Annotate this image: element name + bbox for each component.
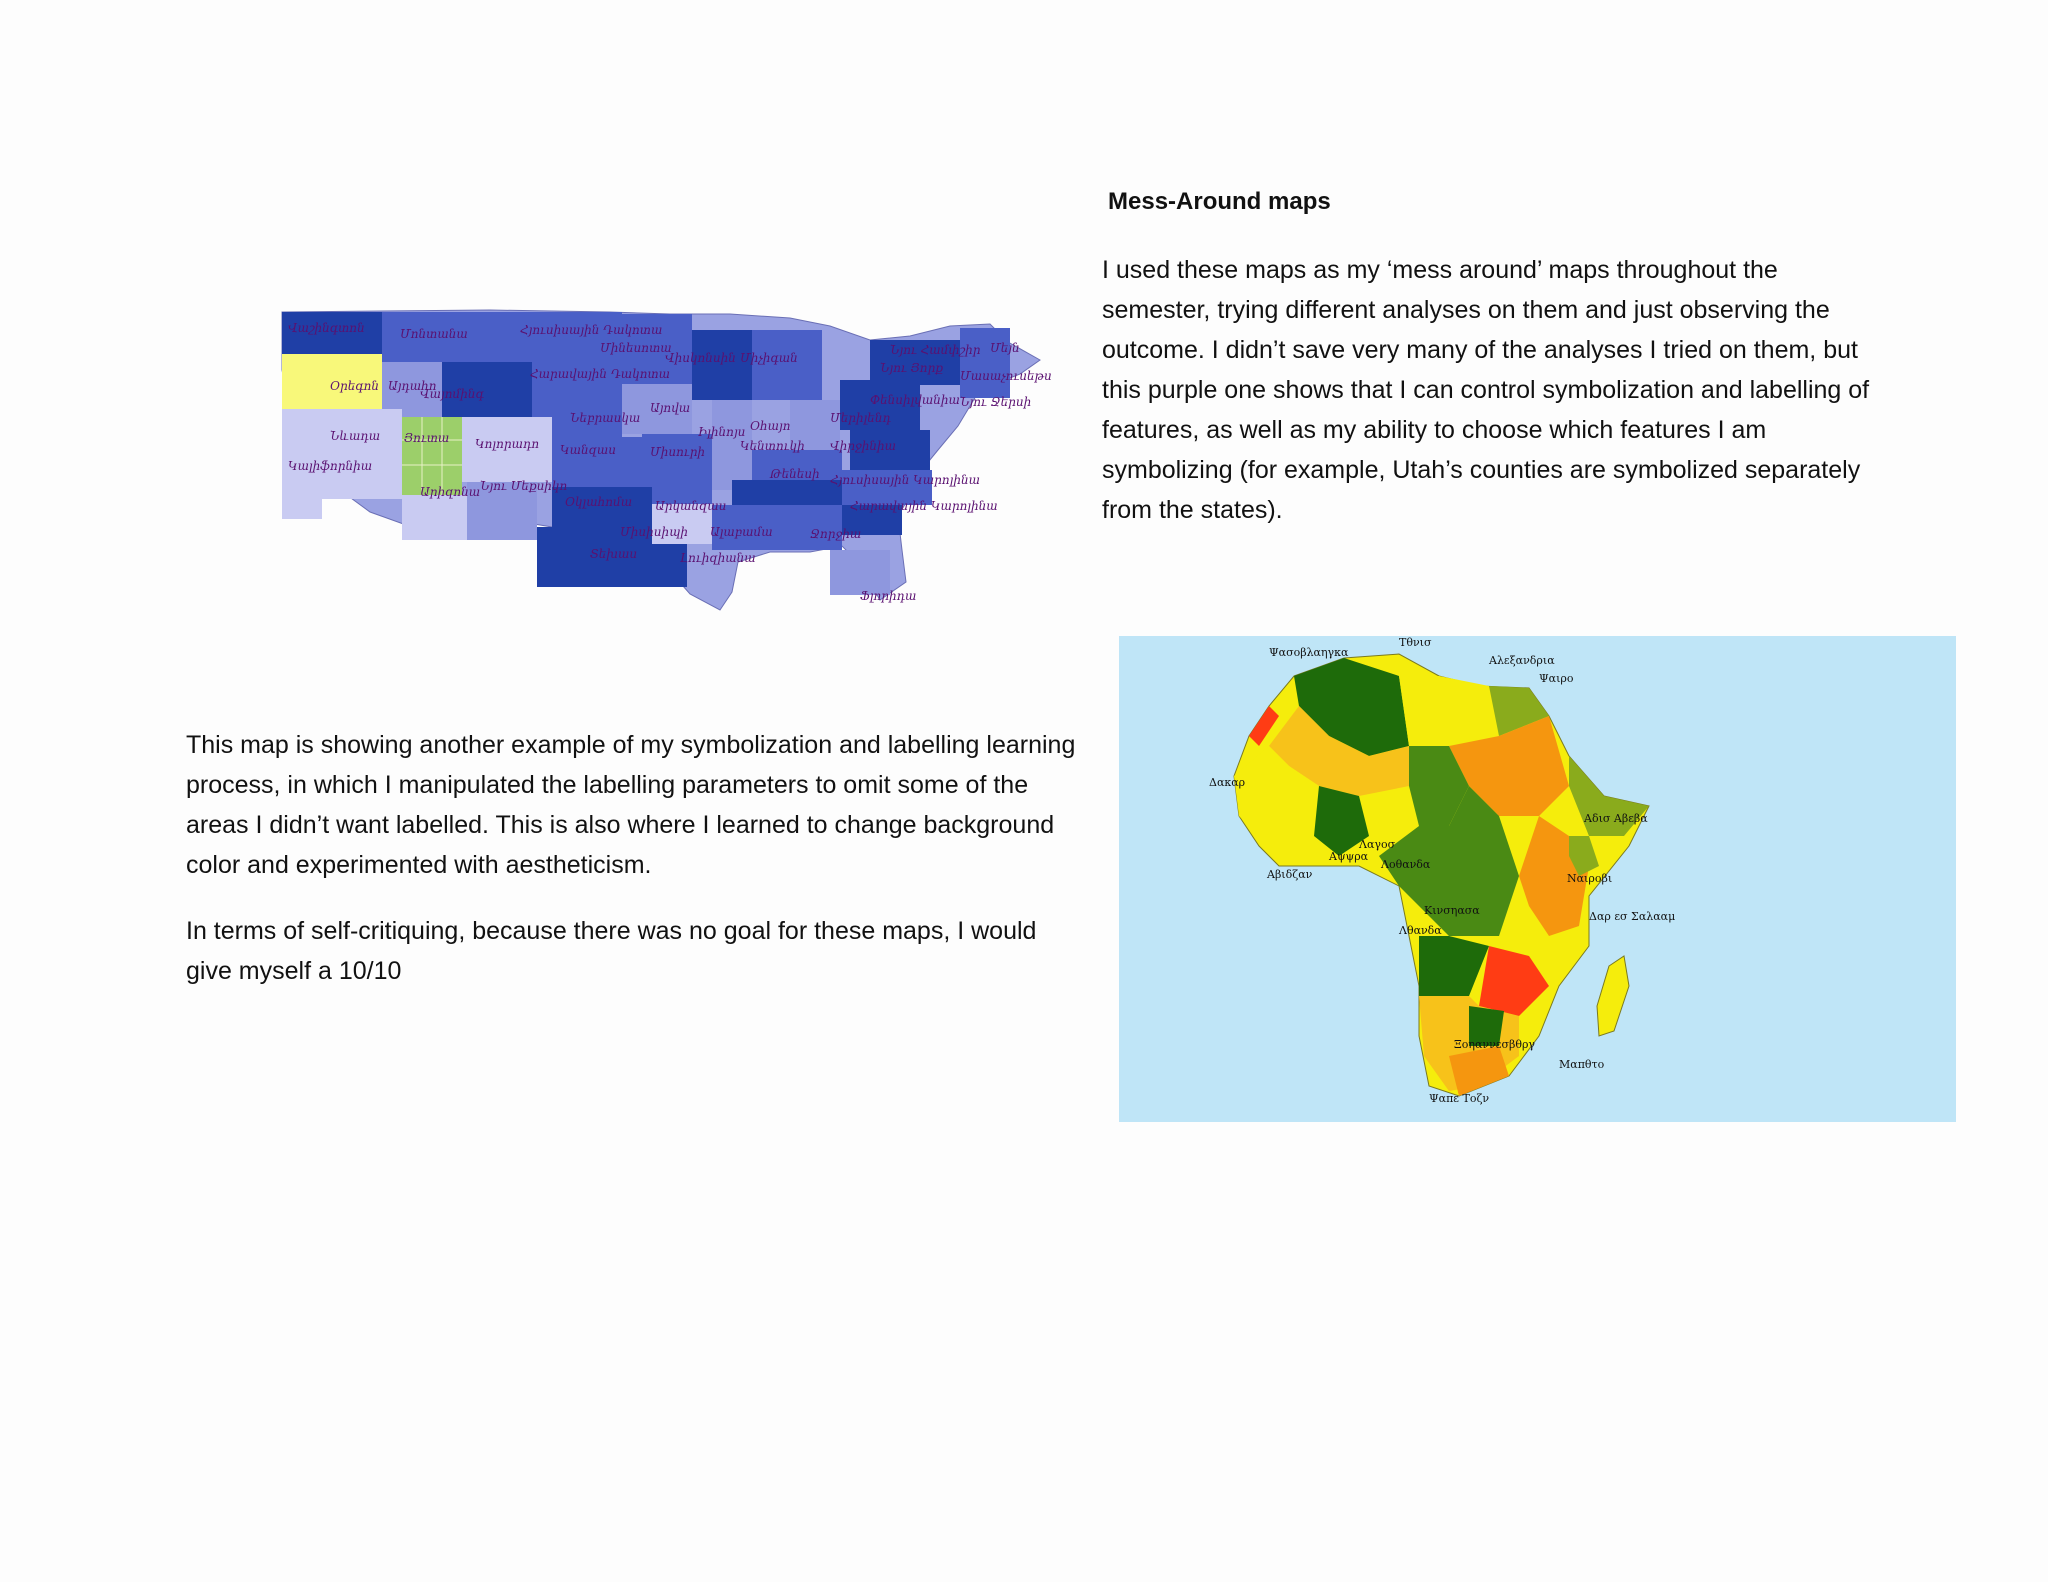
us-state-label: Թենեսի (770, 467, 820, 481)
state-arizona (402, 495, 467, 540)
state-utah (402, 417, 462, 495)
us-state-label: Այդահո (388, 379, 437, 393)
us-state-label: Միսուրի (650, 445, 706, 459)
us-state-label: Վիրջինիա (830, 439, 896, 453)
africa-city-label: Ξοηαννεσβθργ (1454, 1038, 1535, 1051)
us-state-label: Միչիգան (740, 351, 798, 365)
us-state-label: Մեյն (990, 341, 1020, 355)
us-state-label: Այովա (650, 401, 691, 415)
us-state-label: Մոնտանա (400, 327, 468, 341)
africa-city-label: Κινσηασα (1424, 904, 1480, 917)
us-state-label: Փենսիլվանիա (870, 393, 960, 407)
us-state-label: Օկլահոմա (565, 495, 633, 509)
us-state-label: Նյու Ջերսի (960, 395, 1032, 409)
state-michigan (752, 330, 822, 400)
us-state-label: Վիսկոնսին (665, 351, 736, 365)
us-state-label: Յուտա (404, 431, 450, 445)
africa-city-label: Ψαπε Τοζν (1429, 1092, 1490, 1105)
state-new-england (960, 328, 1010, 398)
critique-paragraph: In terms of self-critiquing, because there was no goal for these maps, I would give myself a 10/10 (186, 917, 1037, 985)
us-states-map (270, 300, 1070, 650)
africa-city-label: Αλεξανδρια (1489, 654, 1555, 667)
us-state-label: Մասաչուսեթս (960, 369, 1052, 383)
us-state-label: Կալիֆորնիա (288, 459, 373, 473)
us-state-label: Իլինոյս (698, 425, 746, 439)
us-state-label: Արիզոնա (420, 485, 481, 499)
us-state-label: Հարավային Դակոտա (530, 367, 671, 381)
us-state-label: Հարավային Կարոլինա (850, 499, 998, 513)
us-state-label: Ֆլորիդա (860, 589, 917, 603)
us-state-label: Օրեգոն (330, 379, 380, 393)
state-tennessee (732, 480, 842, 505)
africa-city-label: Ναιροβι (1567, 872, 1613, 885)
second-paragraph: This map is showing another example of my symbolization and labelling learning process, in which I manipulated the labelling parameters to omit some of the areas I didn’t want labelled. This is also where I learned to change background color and experimented with aestheticism. (186, 731, 1076, 879)
africa-city-label: Αδισ Αβεβα (1584, 812, 1648, 825)
us-state-label: Վաշինգտոն (288, 321, 365, 335)
africa-city-label: Μαπθτο (1559, 1058, 1605, 1071)
us-state-label: Լուիզիանա (680, 551, 756, 565)
africa-city-label: Λαγοσ (1359, 838, 1396, 851)
us-state-label: Կանզաս (560, 443, 617, 457)
us-state-label: Միսիսիպի (620, 525, 688, 539)
us-state-label: Արկանզաս (655, 499, 727, 513)
libya (1399, 676, 1499, 746)
africa-city-label: Τθνισ (1399, 636, 1432, 649)
us-state-label: Նյու Յորք (880, 361, 943, 375)
africa-map (1119, 636, 1956, 1122)
africa-city-label: Ψαιρο (1539, 672, 1574, 685)
us-state-label: Ջորջիա (810, 527, 862, 541)
africa-city-label: Αβιδζαν (1267, 868, 1313, 881)
africa-city-label: Αψψρα (1329, 850, 1369, 863)
us-state-label: Օհայո (750, 419, 791, 433)
us-state-label: Ալաբամա (710, 525, 773, 539)
africa-city-label: Ψασοβλαηγκα (1269, 646, 1349, 659)
us-state-label: Հյուսիսային Դակոտա (520, 323, 663, 337)
us-state-label: Կենտուկի (740, 439, 805, 453)
us-state-label: Նյու Մեքսիկո (480, 479, 568, 493)
us-state-label: Հյուսիսային Կարոլինա (830, 473, 980, 487)
africa-city-label: Λθανδα (1399, 924, 1442, 937)
us-state-label: Կոլորադո (475, 437, 540, 451)
intro-paragraph: I used these maps as my ‘mess around’ maps throughout the semester, trying different analyses on them and just observing the outcome. I didn’t save very many of the analyses I tried on them, but this purple one shows that I can control symbolization and labelling of features, as well as my ability to choose which features I am symbolizing (for example, Utah’s counties are symbolized separately from the states). (1102, 256, 1870, 524)
africa-city-label: Δαρ εσ Σαλααμ (1589, 910, 1676, 923)
us-state-label: Նեբրասկա (570, 411, 641, 425)
africa-city-label: Λοθανδα (1381, 858, 1431, 871)
us-state-label: Նևադա (330, 429, 381, 443)
state-wisconsin (692, 330, 752, 400)
us-state-label: Նյու Համփշիր (890, 343, 981, 357)
us-state-label: Վայոմինգ (420, 387, 484, 401)
us-state-label: Տեխաս (590, 547, 638, 561)
us-state-label: Մերիլենդ (830, 411, 891, 425)
page-heading: Mess-Around maps (1108, 188, 1331, 215)
state-nevada (322, 409, 402, 499)
us-state-label: Մինեսոտա (600, 341, 672, 355)
africa-city-label: Δακαρ (1209, 776, 1246, 789)
